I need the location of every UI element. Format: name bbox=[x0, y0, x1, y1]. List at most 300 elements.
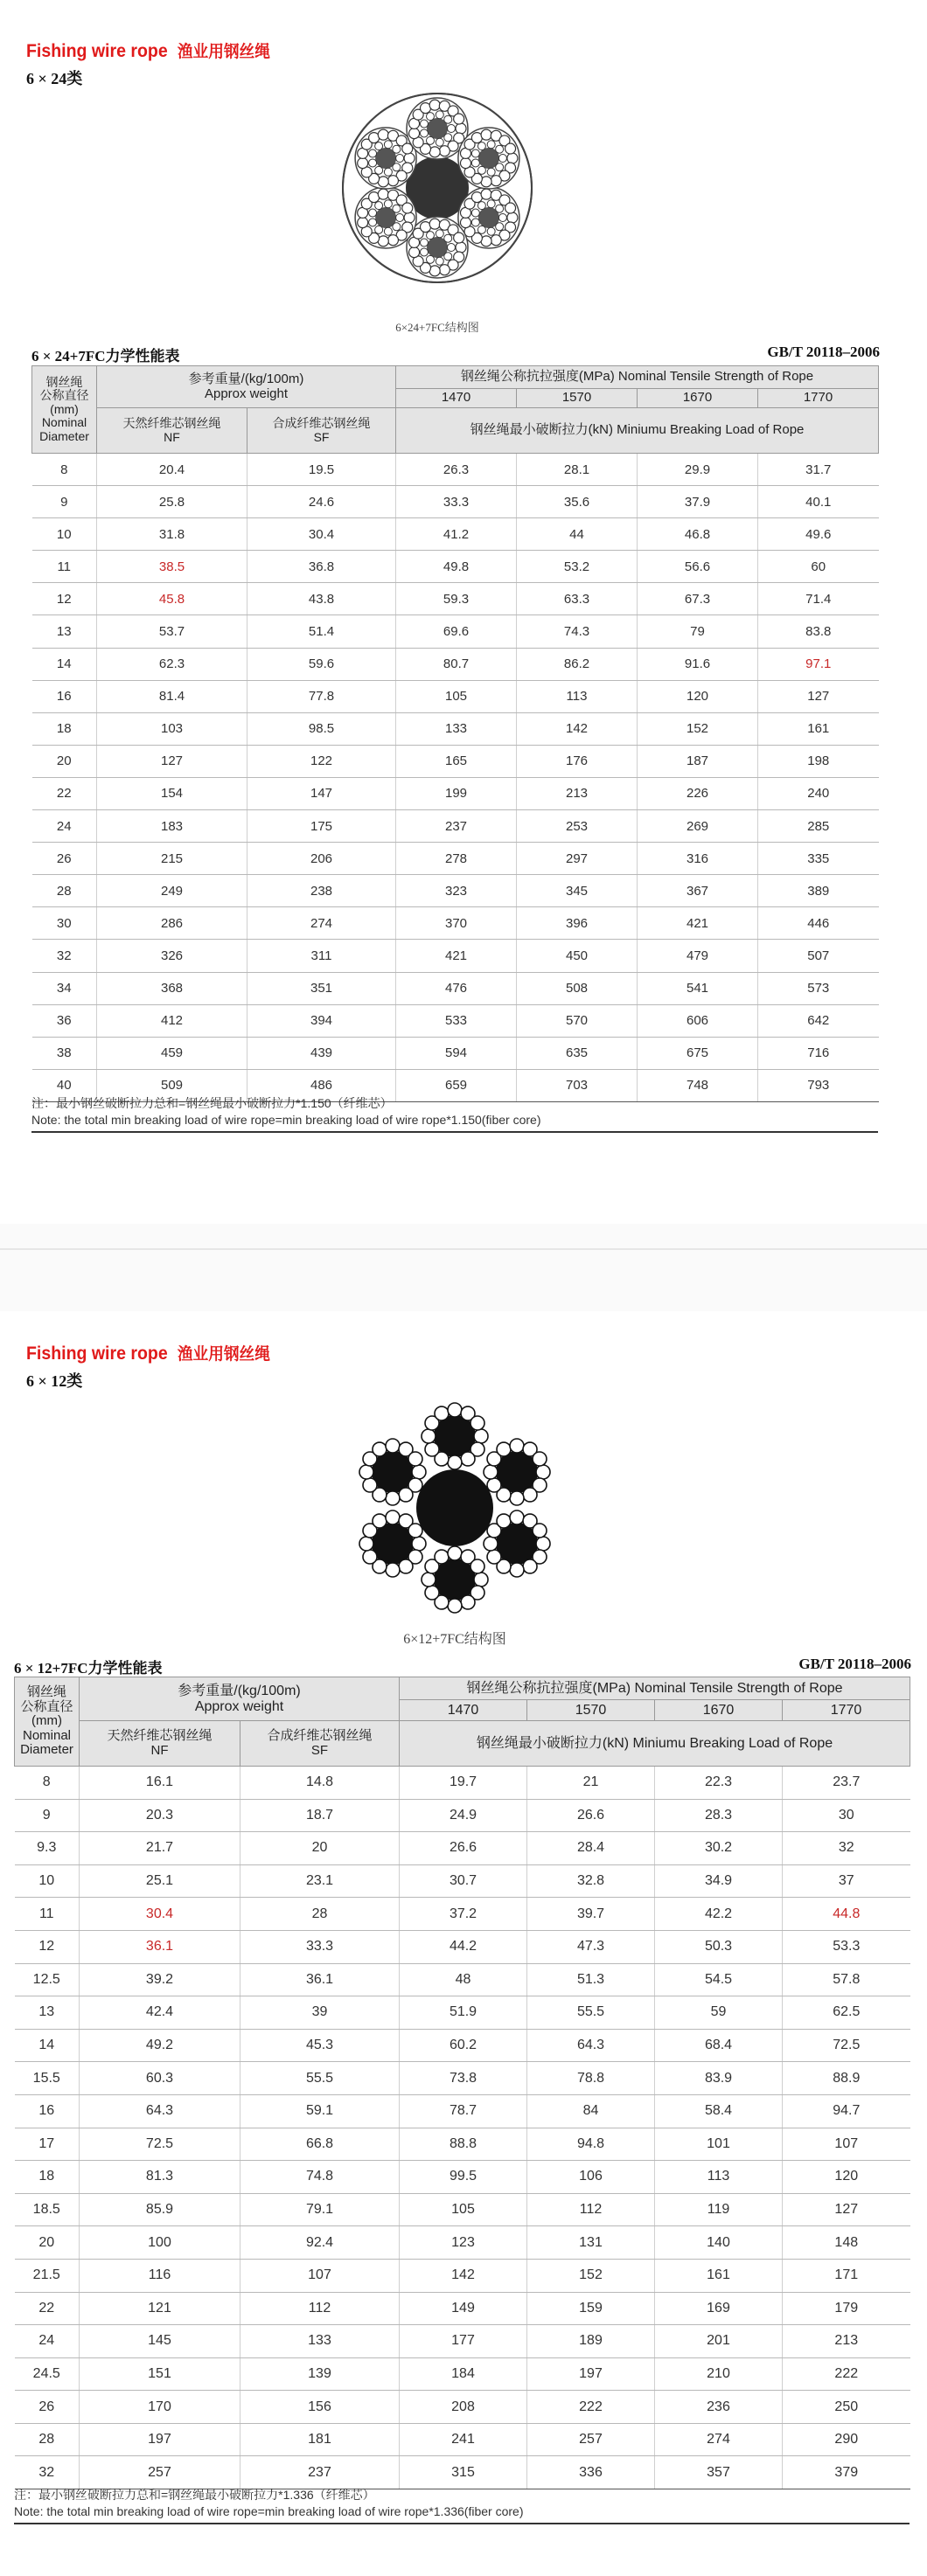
value-cell: 297 bbox=[517, 843, 638, 875]
grade-header: 1770 bbox=[758, 389, 879, 408]
value-cell: 20 bbox=[240, 1832, 400, 1865]
weight-header-cn: 参考重量/(kg/100m) bbox=[178, 1683, 301, 1698]
value-cell: 145 bbox=[80, 2325, 240, 2358]
value-cell: 49.2 bbox=[80, 2029, 240, 2062]
value-cell: 119 bbox=[655, 2193, 783, 2226]
value-cell: 201 bbox=[655, 2325, 783, 2358]
diameter-cell: 11 bbox=[15, 1898, 80, 1931]
value-cell: 79.1 bbox=[240, 2193, 400, 2226]
sf-header-cn: 合成纤维芯钢丝绳 bbox=[267, 1728, 373, 1743]
value-cell: 198 bbox=[758, 745, 879, 777]
value-cell: 241 bbox=[400, 2423, 527, 2456]
value-cell: 66.8 bbox=[240, 2128, 400, 2161]
value-cell: 37.2 bbox=[400, 1898, 527, 1931]
table-row bbox=[32, 1037, 879, 1069]
value-cell: 250 bbox=[783, 2391, 910, 2424]
value-cell: 257 bbox=[527, 2423, 655, 2456]
value-cell: 107 bbox=[783, 2128, 910, 2161]
value-cell: 133 bbox=[396, 712, 517, 745]
value-cell: 635 bbox=[517, 1037, 638, 1069]
value-cell: 106 bbox=[527, 2161, 655, 2194]
note-cn: 注：最小钢丝破断拉力总和=钢丝绳最小破断拉力*1.150（纤维芯） bbox=[31, 1096, 393, 1110]
value-cell: 88.9 bbox=[783, 2062, 910, 2095]
table-row bbox=[15, 2456, 910, 2489]
brand-title-cn: 渔业用钢丝绳 bbox=[177, 42, 270, 61]
rope-type: 6 × 12类 bbox=[26, 1372, 83, 1390]
table-row bbox=[32, 843, 879, 875]
table-row bbox=[15, 2062, 910, 2095]
value-cell: 379 bbox=[783, 2456, 910, 2489]
diameter-cell: 18.5 bbox=[15, 2193, 80, 2226]
weight-header-en: Approx weight bbox=[194, 1698, 284, 1714]
diameter-cell: 16 bbox=[32, 680, 97, 712]
value-cell: 97.1 bbox=[758, 648, 879, 680]
value-cell: 476 bbox=[396, 972, 517, 1004]
value-cell: 290 bbox=[783, 2423, 910, 2456]
table-row bbox=[15, 1767, 910, 1800]
table-row bbox=[32, 1004, 879, 1037]
grade-header: 1570 bbox=[517, 389, 638, 408]
value-cell: 151 bbox=[80, 2357, 240, 2391]
diameter-header bbox=[15, 1677, 80, 1767]
rope-cross-section-diagram bbox=[337, 87, 538, 315]
diameter-header-line: 公称直径 bbox=[20, 1698, 73, 1714]
value-cell: 38.5 bbox=[97, 551, 247, 583]
value-cell: 54.5 bbox=[655, 1963, 783, 1996]
value-cell: 249 bbox=[97, 875, 247, 907]
value-cell: 573 bbox=[758, 972, 879, 1004]
table-row bbox=[32, 940, 879, 972]
note-underline bbox=[14, 2523, 910, 2524]
value-cell: 50.3 bbox=[655, 1930, 783, 1963]
value-cell: 34.9 bbox=[655, 1864, 783, 1898]
value-cell: 509 bbox=[97, 1069, 247, 1101]
diameter-cell: 10 bbox=[32, 518, 97, 551]
value-cell: 120 bbox=[638, 680, 758, 712]
grade-header: 1770 bbox=[783, 1700, 910, 1721]
value-cell: 197 bbox=[527, 2357, 655, 2391]
value-cell: 165 bbox=[396, 745, 517, 777]
value-cell: 105 bbox=[396, 680, 517, 712]
value-cell: 14.8 bbox=[240, 1767, 400, 1800]
sf-header bbox=[247, 408, 396, 454]
strand-icon bbox=[484, 1510, 550, 1577]
value-cell: 47.3 bbox=[527, 1930, 655, 1963]
value-cell: 60.2 bbox=[400, 2029, 527, 2062]
value-cell: 210 bbox=[655, 2357, 783, 2391]
diameter-cell: 32 bbox=[32, 940, 97, 972]
value-cell: 30.4 bbox=[247, 518, 396, 551]
value-cell: 179 bbox=[783, 2292, 910, 2325]
value-cell: 131 bbox=[527, 2226, 655, 2260]
table-row bbox=[32, 583, 879, 615]
value-cell: 85.9 bbox=[80, 2193, 240, 2226]
diameter-cell: 16 bbox=[15, 2094, 80, 2128]
value-cell: 351 bbox=[247, 972, 396, 1004]
value-cell: 19.7 bbox=[400, 1767, 527, 1800]
value-cell: 46.8 bbox=[638, 518, 758, 551]
strand-icon bbox=[422, 1546, 488, 1613]
table-row bbox=[15, 2161, 910, 2194]
value-cell: 175 bbox=[247, 810, 396, 843]
strand-icon bbox=[422, 1403, 488, 1469]
diameter-cell: 34 bbox=[32, 972, 97, 1004]
value-cell: 197 bbox=[80, 2423, 240, 2456]
diameter-cell: 15.5 bbox=[15, 2062, 80, 2095]
value-cell: 316 bbox=[638, 843, 758, 875]
value-cell: 49.6 bbox=[758, 518, 879, 551]
table-row bbox=[15, 2226, 910, 2260]
value-cell: 257 bbox=[80, 2456, 240, 2489]
value-cell: 33.3 bbox=[240, 1930, 400, 1963]
note-en: Note: the total min breaking load of wire rope=min breaking load of wire rope*1.150(fiber core) bbox=[31, 1113, 541, 1127]
breaking-load-header: 钢丝绳最小破断拉力(kN) Miniumu Breaking Load of Rope bbox=[400, 1721, 910, 1767]
strand-icon bbox=[359, 1439, 426, 1505]
value-cell: 113 bbox=[517, 680, 638, 712]
breaking-load-header: 钢丝绳最小破断拉力(kN) Miniumu Breaking Load of Rope bbox=[396, 408, 879, 454]
value-cell: 48 bbox=[400, 1963, 527, 1996]
value-cell: 222 bbox=[527, 2391, 655, 2424]
value-cell: 94.7 bbox=[783, 2094, 910, 2128]
value-cell: 81.3 bbox=[80, 2161, 240, 2194]
value-cell: 74.3 bbox=[517, 615, 638, 648]
value-cell: 345 bbox=[517, 875, 638, 907]
value-cell: 127 bbox=[758, 680, 879, 712]
value-cell: 42.4 bbox=[80, 1996, 240, 2030]
value-cell: 60 bbox=[758, 551, 879, 583]
value-cell: 36.8 bbox=[247, 551, 396, 583]
value-cell: 326 bbox=[97, 940, 247, 972]
table-row bbox=[15, 2423, 910, 2456]
diameter-cell: 12 bbox=[15, 1930, 80, 1963]
value-cell: 30 bbox=[783, 1799, 910, 1832]
value-cell: 37 bbox=[783, 1864, 910, 1898]
value-cell: 107 bbox=[240, 2259, 400, 2292]
value-cell: 142 bbox=[400, 2259, 527, 2292]
strand-icon bbox=[458, 128, 519, 189]
table-row bbox=[15, 2029, 910, 2062]
value-cell: 43.8 bbox=[247, 583, 396, 615]
value-cell: 181 bbox=[240, 2423, 400, 2456]
value-cell: 112 bbox=[527, 2193, 655, 2226]
value-cell: 213 bbox=[517, 777, 638, 809]
value-cell: 533 bbox=[396, 1004, 517, 1037]
diameter-header-line: Nominal bbox=[22, 1727, 72, 1743]
value-cell: 394 bbox=[247, 1004, 396, 1037]
value-cell: 120 bbox=[783, 2161, 910, 2194]
mechanical-properties-table bbox=[14, 1677, 910, 2489]
diameter-cell: 11 bbox=[32, 551, 97, 583]
value-cell: 28.4 bbox=[527, 1832, 655, 1865]
diameter-header-line: 钢丝绳 bbox=[26, 1684, 66, 1700]
value-cell: 69.6 bbox=[396, 615, 517, 648]
separator-line bbox=[0, 1248, 927, 1250]
value-cell: 29.9 bbox=[638, 454, 758, 486]
nf-header-en: NF bbox=[150, 1742, 169, 1758]
value-cell: 116 bbox=[80, 2259, 240, 2292]
value-cell: 154 bbox=[97, 777, 247, 809]
value-cell: 189 bbox=[527, 2325, 655, 2358]
value-cell: 278 bbox=[396, 843, 517, 875]
table-title: 6 × 24+7FC力学性能表 bbox=[31, 348, 180, 365]
value-cell: 367 bbox=[638, 875, 758, 907]
table-row bbox=[32, 712, 879, 745]
diameter-cell: 24.5 bbox=[15, 2357, 80, 2391]
table-row bbox=[15, 2325, 910, 2358]
value-cell: 41.2 bbox=[396, 518, 517, 551]
value-cell: 28 bbox=[240, 1898, 400, 1931]
value-cell: 30.2 bbox=[655, 1832, 783, 1865]
value-cell: 62.5 bbox=[783, 1996, 910, 2030]
diameter-cell: 9 bbox=[32, 486, 97, 518]
table-row bbox=[15, 1864, 910, 1898]
value-cell: 28.1 bbox=[517, 454, 638, 486]
value-cell: 269 bbox=[638, 810, 758, 843]
table-row bbox=[15, 2094, 910, 2128]
value-cell: 486 bbox=[247, 1069, 396, 1101]
value-cell: 77.8 bbox=[247, 680, 396, 712]
value-cell: 16.1 bbox=[80, 1767, 240, 1800]
value-cell: 237 bbox=[396, 810, 517, 843]
diameter-cell: 8 bbox=[32, 454, 97, 486]
value-cell: 238 bbox=[247, 875, 396, 907]
value-cell: 187 bbox=[638, 745, 758, 777]
value-cell: 30.7 bbox=[400, 1864, 527, 1898]
diameter-cell: 18 bbox=[15, 2161, 80, 2194]
standard-code: GB/T 20118–2006 bbox=[798, 1656, 911, 1672]
value-cell: 26.3 bbox=[396, 454, 517, 486]
diameter-cell: 13 bbox=[15, 1996, 80, 2030]
value-cell: 370 bbox=[396, 907, 517, 940]
table-row bbox=[32, 648, 879, 680]
table-row bbox=[15, 2292, 910, 2325]
value-cell: 170 bbox=[80, 2391, 240, 2424]
value-cell: 78.7 bbox=[400, 2094, 527, 2128]
rope-cross-section-diagram bbox=[350, 1385, 560, 1639]
value-cell: 49.8 bbox=[396, 551, 517, 583]
diameter-cell: 32 bbox=[15, 2456, 80, 2489]
value-cell: 335 bbox=[758, 843, 879, 875]
value-cell: 311 bbox=[247, 940, 396, 972]
value-cell: 60.3 bbox=[80, 2062, 240, 2095]
value-cell: 84 bbox=[527, 2094, 655, 2128]
table-row bbox=[32, 810, 879, 843]
diameter-cell: 10 bbox=[15, 1864, 80, 1898]
diameter-header-line: 公称直径 bbox=[39, 388, 89, 403]
value-cell: 39.2 bbox=[80, 1963, 240, 1996]
value-cell: 36.1 bbox=[240, 1963, 400, 1996]
value-cell: 161 bbox=[758, 712, 879, 745]
value-cell: 72.5 bbox=[783, 2029, 910, 2062]
value-cell: 51.9 bbox=[400, 1996, 527, 2030]
value-cell: 450 bbox=[517, 940, 638, 972]
brand-title bbox=[26, 1341, 270, 1364]
table-row bbox=[32, 907, 879, 940]
diameter-header-line: Diameter bbox=[20, 1742, 73, 1758]
table-row bbox=[32, 777, 879, 809]
value-cell: 39 bbox=[240, 1996, 400, 2030]
value-cell: 105 bbox=[400, 2193, 527, 2226]
value-cell: 83.8 bbox=[758, 615, 879, 648]
diameter-cell: 8 bbox=[15, 1767, 80, 1800]
value-cell: 642 bbox=[758, 1004, 879, 1037]
table-row bbox=[15, 1799, 910, 1832]
value-cell: 36.1 bbox=[80, 1930, 240, 1963]
value-cell: 507 bbox=[758, 940, 879, 972]
value-cell: 78.8 bbox=[527, 2062, 655, 2095]
diameter-cell: 30 bbox=[32, 907, 97, 940]
value-cell: 53.7 bbox=[97, 615, 247, 648]
value-cell: 237 bbox=[240, 2456, 400, 2489]
diameter-cell: 12.5 bbox=[15, 1963, 80, 1996]
diameter-cell: 20 bbox=[32, 745, 97, 777]
value-cell: 142 bbox=[517, 712, 638, 745]
value-cell: 88.8 bbox=[400, 2128, 527, 2161]
value-cell: 161 bbox=[655, 2259, 783, 2292]
value-cell: 446 bbox=[758, 907, 879, 940]
value-cell: 86.2 bbox=[517, 648, 638, 680]
table-row bbox=[15, 2357, 910, 2391]
diameter-cell: 24 bbox=[15, 2325, 80, 2358]
value-cell: 213 bbox=[783, 2325, 910, 2358]
rope-type: 6 × 24类 bbox=[26, 70, 83, 87]
value-cell: 594 bbox=[396, 1037, 517, 1069]
value-cell: 439 bbox=[247, 1037, 396, 1069]
value-cell: 159 bbox=[527, 2292, 655, 2325]
value-cell: 25.8 bbox=[97, 486, 247, 518]
value-cell: 94.8 bbox=[527, 2128, 655, 2161]
mechanical-properties-table bbox=[31, 365, 879, 1102]
diameter-cell: 22 bbox=[15, 2292, 80, 2325]
value-cell: 44 bbox=[517, 518, 638, 551]
diameter-cell: 38 bbox=[32, 1037, 97, 1069]
value-cell: 53.2 bbox=[517, 551, 638, 583]
value-cell: 127 bbox=[783, 2193, 910, 2226]
value-cell: 396 bbox=[517, 907, 638, 940]
value-cell: 80.7 bbox=[396, 648, 517, 680]
value-cell: 59.3 bbox=[396, 583, 517, 615]
value-cell: 112 bbox=[240, 2292, 400, 2325]
diameter-header-line: 钢丝绳 bbox=[45, 375, 83, 390]
value-cell: 53.3 bbox=[783, 1930, 910, 1963]
value-cell: 177 bbox=[400, 2325, 527, 2358]
value-cell: 21.7 bbox=[80, 1832, 240, 1865]
value-cell: 133 bbox=[240, 2325, 400, 2358]
value-cell: 64.3 bbox=[80, 2094, 240, 2128]
value-cell: 541 bbox=[638, 972, 758, 1004]
diameter-header bbox=[32, 366, 97, 454]
value-cell: 716 bbox=[758, 1037, 879, 1069]
value-cell: 23.1 bbox=[240, 1864, 400, 1898]
value-cell: 59 bbox=[655, 1996, 783, 2030]
value-cell: 72.5 bbox=[80, 2128, 240, 2161]
diameter-cell: 14 bbox=[15, 2029, 80, 2062]
value-cell: 71.4 bbox=[758, 583, 879, 615]
diagram-caption: 6×24+7FC结构图 bbox=[395, 321, 479, 334]
value-cell: 99.5 bbox=[400, 2161, 527, 2194]
brand-title bbox=[26, 38, 270, 62]
diameter-cell: 12 bbox=[32, 583, 97, 615]
diameter-cell: 22 bbox=[32, 777, 97, 809]
value-cell: 55.5 bbox=[527, 1996, 655, 2030]
value-cell: 30.4 bbox=[80, 1898, 240, 1931]
diameter-cell: 26 bbox=[15, 2391, 80, 2424]
value-cell: 123 bbox=[400, 2226, 527, 2260]
diagram-caption: 6×12+7FC结构图 bbox=[403, 1632, 506, 1647]
diameter-cell: 17 bbox=[15, 2128, 80, 2161]
value-cell: 35.6 bbox=[517, 486, 638, 518]
value-cell: 68.4 bbox=[655, 2029, 783, 2062]
value-cell: 91.6 bbox=[638, 648, 758, 680]
value-cell: 101 bbox=[655, 2128, 783, 2161]
value-cell: 121 bbox=[80, 2292, 240, 2325]
weight-header bbox=[97, 366, 396, 408]
brand-title-en: Fishing wire rope bbox=[26, 1344, 168, 1364]
value-cell: 274 bbox=[655, 2423, 783, 2456]
strand-icon bbox=[355, 187, 416, 248]
value-cell: 285 bbox=[758, 810, 879, 843]
nf-header-cn: 天然纤维芯钢丝绳 bbox=[122, 416, 221, 431]
value-cell: 315 bbox=[400, 2456, 527, 2489]
value-cell: 81.4 bbox=[97, 680, 247, 712]
sf-header-en: SF bbox=[313, 429, 330, 444]
value-cell: 606 bbox=[638, 1004, 758, 1037]
table-row bbox=[15, 2259, 910, 2292]
value-cell: 31.7 bbox=[758, 454, 879, 486]
diameter-cell: 21.5 bbox=[15, 2259, 80, 2292]
value-cell: 103 bbox=[97, 712, 247, 745]
strength-header: 钢丝绳公称抗拉强度(MPa) Nominal Tensile Strength of Rope bbox=[400, 1677, 910, 1700]
diameter-cell: 20 bbox=[15, 2226, 80, 2260]
value-cell: 23.7 bbox=[783, 1767, 910, 1800]
table-row bbox=[15, 1898, 910, 1931]
grade-header: 1570 bbox=[527, 1700, 655, 1721]
section-6x12 bbox=[0, 1311, 927, 2576]
value-cell: 22.3 bbox=[655, 1767, 783, 1800]
table-row bbox=[32, 680, 879, 712]
table-row bbox=[32, 972, 879, 1004]
value-cell: 113 bbox=[655, 2161, 783, 2194]
value-cell: 20.3 bbox=[80, 1799, 240, 1832]
strand-icon bbox=[484, 1439, 550, 1505]
value-cell: 368 bbox=[97, 972, 247, 1004]
strength-header: 钢丝绳公称抗拉强度(MPa) Nominal Tensile Strength of Rope bbox=[396, 366, 879, 389]
value-cell: 51.4 bbox=[247, 615, 396, 648]
diameter-header-line: (mm) bbox=[31, 1713, 62, 1729]
value-cell: 240 bbox=[758, 777, 879, 809]
value-cell: 459 bbox=[97, 1037, 247, 1069]
value-cell: 59.1 bbox=[240, 2094, 400, 2128]
value-cell: 793 bbox=[758, 1069, 879, 1101]
value-cell: 412 bbox=[97, 1004, 247, 1037]
nf-header-en: NF bbox=[164, 429, 180, 444]
value-cell: 389 bbox=[758, 875, 879, 907]
value-cell: 149 bbox=[400, 2292, 527, 2325]
value-cell: 42.2 bbox=[655, 1898, 783, 1931]
table-row bbox=[32, 745, 879, 777]
value-cell: 253 bbox=[517, 810, 638, 843]
grade-header: 1470 bbox=[400, 1700, 527, 1721]
value-cell: 24.6 bbox=[247, 486, 396, 518]
diameter-cell: 26 bbox=[32, 843, 97, 875]
brand-title-cn: 渔业用钢丝绳 bbox=[177, 1344, 270, 1364]
table-title: 6 × 12+7FC力学性能表 bbox=[14, 1660, 163, 1677]
value-cell: 152 bbox=[638, 712, 758, 745]
section-separator bbox=[0, 1224, 927, 1311]
weight-header-cn: 参考重量/(kg/100m) bbox=[188, 371, 304, 386]
value-cell: 32.8 bbox=[527, 1864, 655, 1898]
table-row bbox=[32, 454, 879, 486]
